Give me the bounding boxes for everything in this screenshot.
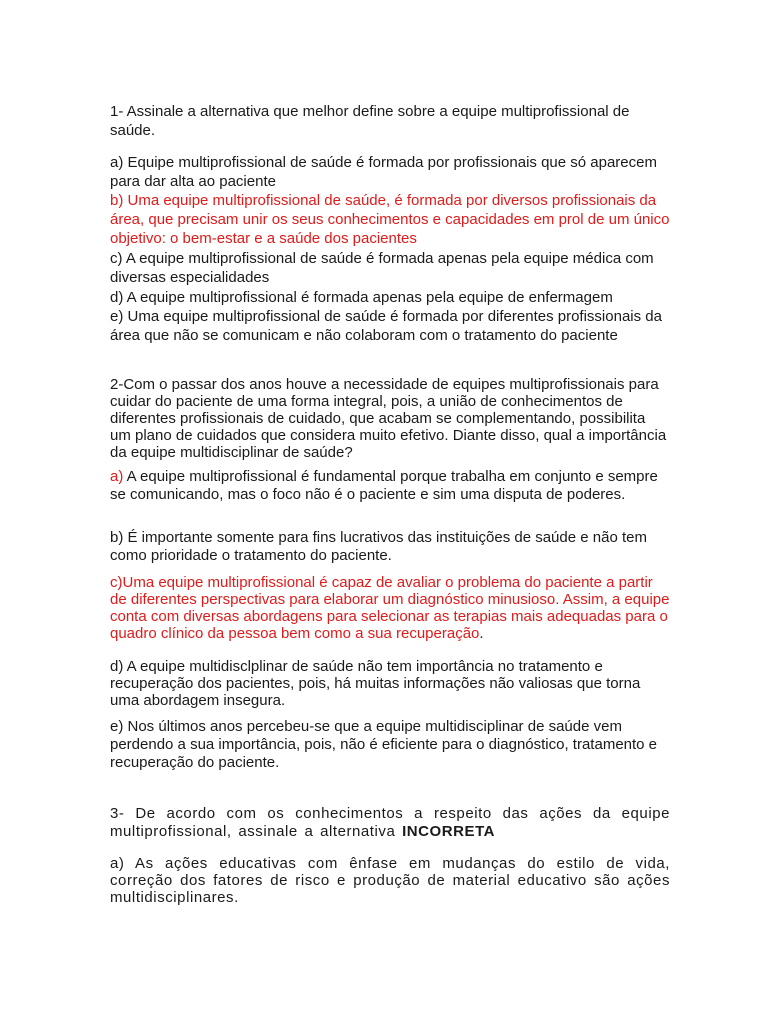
question-2-option-a	[110, 468, 670, 504]
question-3-text	[110, 805, 670, 841]
question-2-option-d: d) A equipe multidisclplinar de saúde não tem importância no tratamento e recuperação dos pacientes, pois, há muitas informações não valiosas que torna uma abordagem insegura.	[110, 658, 641, 709]
question-2-option-a-text: A equipe multiprofissional é fundamental porque trabalha em conjunto e sempre se comunicando, mas o foco não é o paciente e sim uma disputa de poderes.	[110, 468, 658, 503]
question-1-option-d: d) A equipe multiprofissional é formada apenas pela equipe de enfermagem	[110, 289, 613, 306]
question-1-option-b-correct: b) Uma equipe multiprofissional de saúde, é formada por diversos profissionais da área, que precisam unir os seus conhecimentos e capacidades em prol de um único objetivo: o bem-estar e a saúde dos pacientes	[110, 192, 670, 247]
question-2-option-c	[110, 574, 670, 642]
question-1-option-c: c) A equipe multiprofissional de saúde é formada apenas pela equipe médica com diversas especialidades	[110, 250, 654, 286]
question-1-option-e: e) Uma equipe multiprofissional de saúde é formada por diferentes profissionais da área que não se comunicam e não colaboram com o tratamento do paciente	[110, 308, 662, 344]
question-2-option-b: b) É importante somente para fins lucrativos das instituições de saúde e não tem como prioridade o tratamento do paciente.	[110, 529, 647, 564]
question-3-option-a: a) As ações educativas com ênfase em mudanças do estilo de vida, correção dos fatores de risco e produção de material educativo são ações multidisciplinares.	[110, 855, 670, 906]
question-3-text-body: 3- De acordo com os conhecimentos a respeito das ações da equipe multiprofissional, assinale a alternativa	[110, 805, 670, 840]
question-2-option-c-correct: c)Uma equipe multiprofissional é capaz de avaliar o problema do paciente a partir de diferentes perspectivas para elaborar um diagnóstico minusioso. Assim, a equipe conta com diversas abordagens para selecionar as terapias mais adequadas para o quadro clínico da pessoa bem como a sua recuperação	[110, 574, 670, 642]
question-2-text: 2-Com o passar dos anos houve a necessidade de equipes multiprofissionais para cuidar do paciente de uma forma integral, pois, a união de conhecimentos de diferentes profissionais de cuidado, que acabam se complementando, possibilita um plano de cuidados que considera muito efetivo. Diante disso, qual a importância da equipe multidisciplinar de saúde?	[110, 376, 667, 461]
question-2-option-a-letter: a)	[110, 468, 124, 485]
question-2-option-c-period: .	[479, 625, 484, 642]
question-1-option-a: a) Equipe multiprofissional de saúde é formada por profissionais que só aparecem para dar alta ao paciente	[110, 154, 657, 190]
question-2-option-e: e) Nos últimos anos percebeu-se que a equipe multidisciplinar de saúde vem perdendo a sua importância, pois, não é eficiente para o diagnóstico, tratamento e recuperação do paciente.	[110, 718, 658, 771]
question-3-incorreta: INCORRETA	[402, 823, 496, 840]
question-1-text: 1- Assinale a alternativa que melhor define sobre a equipe multiprofissional de saúde.	[110, 103, 630, 139]
